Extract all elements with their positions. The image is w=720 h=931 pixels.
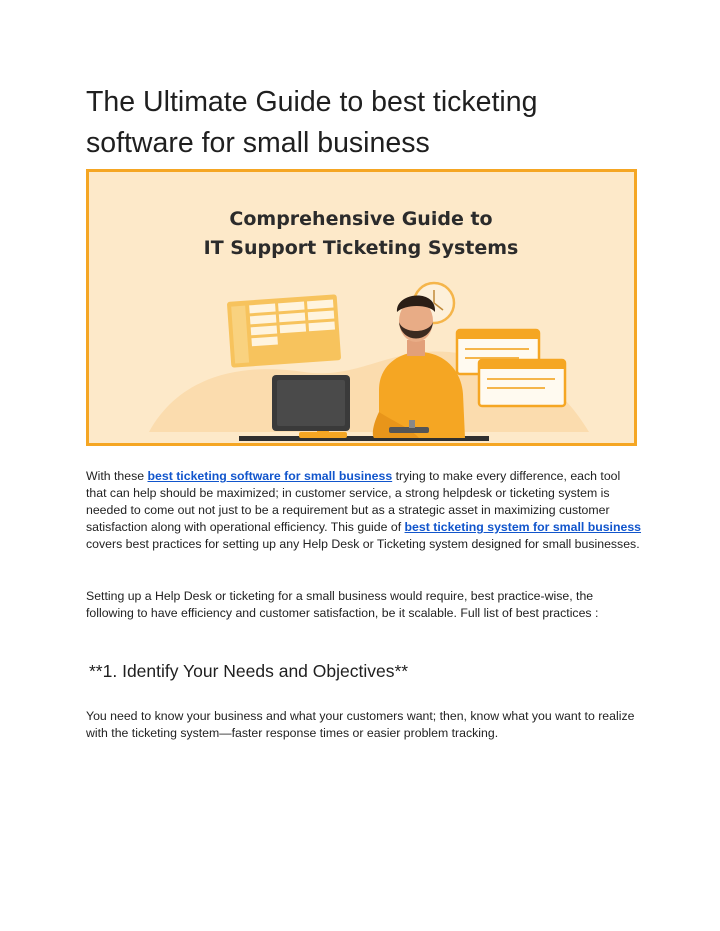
intro-mid-text: trying to make every difference, each tool that can help should be maximized; in customer service, a strong helpdesk or ticketing system is needed to come out not just to be a requirement but as a strategic asset in maximizing customer satisfaction along with operational efficiency. This guide of	[86, 469, 621, 534]
page-title: The Ultimate Guide to best ticketing software for small business	[86, 86, 538, 159]
section-heading-identify-needs: **1. Identify Your Needs and Objectives**	[89, 661, 409, 681]
browser-window-front-icon	[479, 360, 565, 406]
hero-heading-line1: Comprehensive Guide to	[229, 208, 493, 230]
link-best-ticketing-system[interactable]: best ticketing system for small business	[404, 520, 642, 534]
best-practices-intro-paragraph: Setting up a Help Desk or ticketing for a small business would require, best practice-wise, the following to have efficiency and customer satisfaction, be it scalable. Full list of best practices :	[86, 589, 599, 620]
link-best-ticketing-software[interactable]: best ticketing software for small business	[147, 469, 393, 483]
hero-illustration	[89, 172, 634, 443]
hero-image	[86, 169, 637, 446]
monitor-icon	[272, 375, 350, 438]
hero-heading-line2: IT Support Ticketing Systems	[203, 237, 519, 259]
section-body-identify-needs: You need to know your business and what your customers want; then, know what you want to realize with the ticketing system—faster response times or easier problem tracking.	[86, 709, 635, 740]
intro-tail-text: covers best practices for setting up any Help Desk or Ticketing system designed for small businesses.	[86, 537, 640, 551]
intro-paragraph	[86, 468, 642, 553]
kanban-board	[227, 294, 341, 368]
intro-lead-text: With these	[86, 469, 148, 483]
